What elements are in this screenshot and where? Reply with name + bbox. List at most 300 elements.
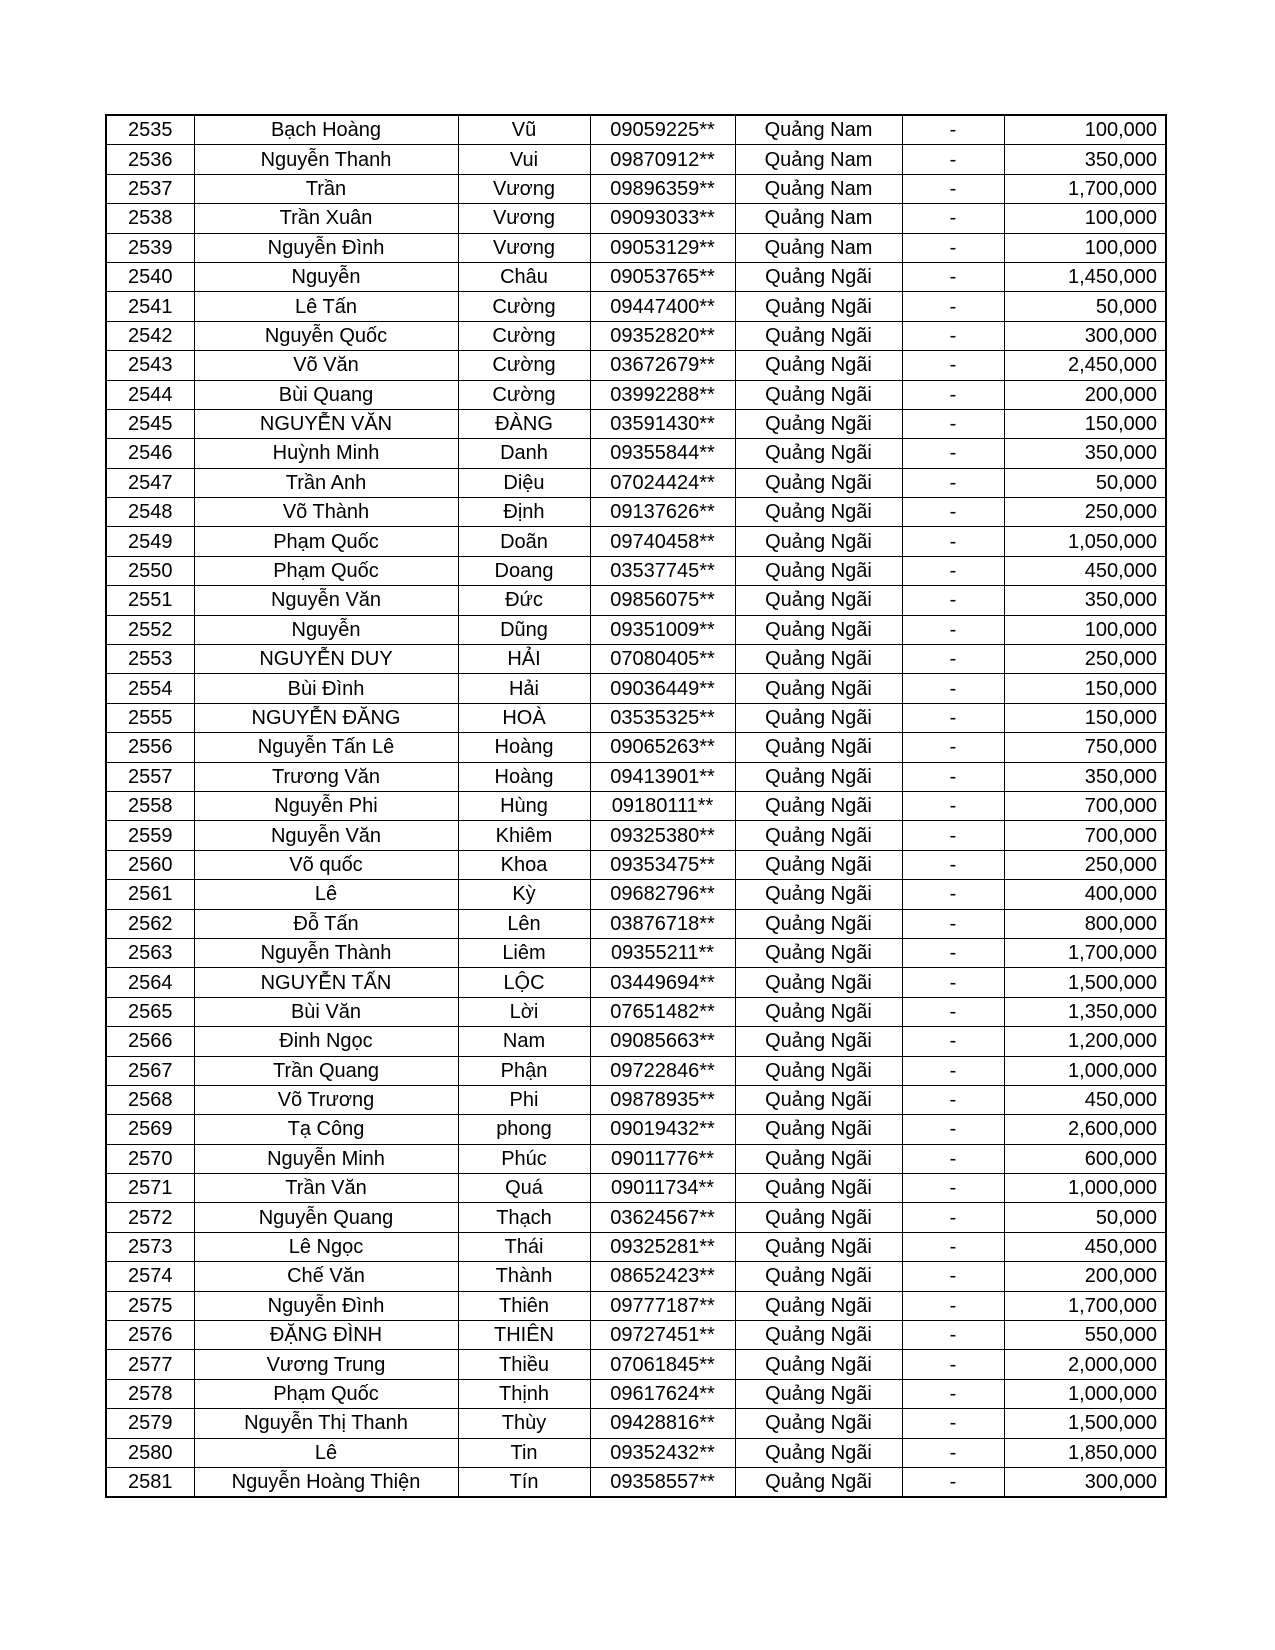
province: Quảng Ngãi <box>735 909 902 938</box>
given-name: Doang <box>458 556 590 585</box>
given-name: Diệu <box>458 468 590 497</box>
province: Quảng Ngãi <box>735 615 902 644</box>
row-number: 2541 <box>106 292 194 321</box>
row-number: 2564 <box>106 968 194 997</box>
row-number: 2570 <box>106 1144 194 1173</box>
family-middle-name: NGUYỄN VĂN <box>194 409 458 438</box>
row-number: 2557 <box>106 762 194 791</box>
amount: 200,000 <box>1004 380 1166 409</box>
province: Quảng Ngãi <box>735 791 902 820</box>
province: Quảng Ngãi <box>735 1085 902 1114</box>
dash-cell: - <box>902 968 1004 997</box>
phone-number: 09351009** <box>590 615 735 644</box>
phone-number: 09325281** <box>590 1232 735 1261</box>
table-row <box>106 674 1166 703</box>
dash-cell: - <box>902 938 1004 967</box>
province: Quảng Nam <box>735 145 902 174</box>
dash-cell: - <box>902 439 1004 468</box>
phone-number: 09428816** <box>590 1409 735 1438</box>
province: Quảng Ngãi <box>735 880 902 909</box>
dash-cell: - <box>902 1056 1004 1085</box>
phone-number: 09355844** <box>590 439 735 468</box>
row-number: 2562 <box>106 909 194 938</box>
row-number: 2567 <box>106 1056 194 1085</box>
family-middle-name: Huỳnh Minh <box>194 439 458 468</box>
table-row <box>106 1203 1166 1232</box>
table-row <box>106 262 1166 291</box>
province: Quảng Ngãi <box>735 762 902 791</box>
amount: 2,600,000 <box>1004 1115 1166 1144</box>
row-number: 2561 <box>106 880 194 909</box>
table-row <box>106 321 1166 350</box>
dash-cell: - <box>902 351 1004 380</box>
table-row <box>106 409 1166 438</box>
family-middle-name: Trần Xuân <box>194 204 458 233</box>
dash-cell: - <box>902 733 1004 762</box>
row-number: 2571 <box>106 1174 194 1203</box>
province: Quảng Ngãi <box>735 938 902 967</box>
phone-number: 09085663** <box>590 1027 735 1056</box>
amount: 1,350,000 <box>1004 997 1166 1026</box>
amount: 1,700,000 <box>1004 1291 1166 1320</box>
amount: 50,000 <box>1004 1203 1166 1232</box>
row-number: 2555 <box>106 703 194 732</box>
family-middle-name: Trần Quang <box>194 1056 458 1085</box>
province: Quảng Nam <box>735 233 902 262</box>
province: Quảng Ngãi <box>735 1144 902 1173</box>
family-middle-name: Phạm Quốc <box>194 527 458 556</box>
phone-number: 09325380** <box>590 821 735 850</box>
amount: 2,000,000 <box>1004 1350 1166 1379</box>
amount: 350,000 <box>1004 586 1166 615</box>
given-name: Thịnh <box>458 1379 590 1408</box>
amount: 50,000 <box>1004 468 1166 497</box>
row-number: 2569 <box>106 1115 194 1144</box>
family-middle-name: Nguyễn Đình <box>194 1291 458 1320</box>
amount: 1,700,000 <box>1004 174 1166 203</box>
row-number: 2565 <box>106 997 194 1026</box>
row-number: 2535 <box>106 115 194 145</box>
amount: 100,000 <box>1004 204 1166 233</box>
given-name: Hùng <box>458 791 590 820</box>
given-name: Vương <box>458 204 590 233</box>
given-name: Thạch <box>458 1203 590 1232</box>
row-number: 2581 <box>106 1467 194 1497</box>
phone-number: 09727451** <box>590 1321 735 1350</box>
table-row <box>106 586 1166 615</box>
family-middle-name: Bùi Quang <box>194 380 458 409</box>
table-row <box>106 204 1166 233</box>
given-name: Vui <box>458 145 590 174</box>
amount: 100,000 <box>1004 615 1166 644</box>
amount: 700,000 <box>1004 821 1166 850</box>
table-row <box>106 615 1166 644</box>
dash-cell: - <box>902 292 1004 321</box>
amount: 450,000 <box>1004 556 1166 585</box>
dash-cell: - <box>902 1115 1004 1144</box>
dash-cell: - <box>902 880 1004 909</box>
given-name: Liêm <box>458 938 590 967</box>
given-name: Phúc <box>458 1144 590 1173</box>
given-name: Cường <box>458 380 590 409</box>
dash-cell: - <box>902 1262 1004 1291</box>
table-row <box>106 556 1166 585</box>
given-name: Đức <box>458 586 590 615</box>
province: Quảng Ngãi <box>735 1203 902 1232</box>
phone-number: 09682796** <box>590 880 735 909</box>
province: Quảng Ngãi <box>735 468 902 497</box>
province: Quảng Ngãi <box>735 1467 902 1497</box>
phone-number: 09856075** <box>590 586 735 615</box>
province: Quảng Ngãi <box>735 1409 902 1438</box>
table-row <box>106 1085 1166 1114</box>
dash-cell: - <box>902 1438 1004 1467</box>
dash-cell: - <box>902 821 1004 850</box>
family-middle-name: Lê <box>194 880 458 909</box>
family-middle-name: Nguyễn <box>194 262 458 291</box>
row-number: 2575 <box>106 1291 194 1320</box>
row-number: 2558 <box>106 791 194 820</box>
table-row <box>106 351 1166 380</box>
province: Quảng Nam <box>735 115 902 145</box>
province: Quảng Ngãi <box>735 703 902 732</box>
phone-number: 09137626** <box>590 498 735 527</box>
family-middle-name: Võ Thành <box>194 498 458 527</box>
dash-cell: - <box>902 1085 1004 1114</box>
given-name: Thành <box>458 1262 590 1291</box>
amount: 1,500,000 <box>1004 968 1166 997</box>
dash-cell: - <box>902 1350 1004 1379</box>
table-row <box>106 850 1166 879</box>
row-number: 2574 <box>106 1262 194 1291</box>
given-name: Lên <box>458 909 590 938</box>
dash-cell: - <box>902 1321 1004 1350</box>
phone-number: 03449694** <box>590 968 735 997</box>
table-row <box>106 821 1166 850</box>
dash-cell: - <box>902 674 1004 703</box>
table-row <box>106 997 1166 1026</box>
table-row <box>106 468 1166 497</box>
family-middle-name: Nguyễn Quang <box>194 1203 458 1232</box>
phone-number: 09352820** <box>590 321 735 350</box>
row-number: 2551 <box>106 586 194 615</box>
province: Quảng Ngãi <box>735 556 902 585</box>
table-body <box>106 115 1166 1497</box>
table-row <box>106 439 1166 468</box>
dash-cell: - <box>902 262 1004 291</box>
given-name: Dũng <box>458 615 590 644</box>
row-number: 2538 <box>106 204 194 233</box>
amount: 700,000 <box>1004 791 1166 820</box>
table-row <box>106 1144 1166 1173</box>
province: Quảng Ngãi <box>735 262 902 291</box>
given-name: Nam <box>458 1027 590 1056</box>
table-row <box>106 233 1166 262</box>
dash-cell: - <box>902 615 1004 644</box>
amount: 150,000 <box>1004 674 1166 703</box>
row-number: 2576 <box>106 1321 194 1350</box>
family-middle-name: Phạm Quốc <box>194 1379 458 1408</box>
given-name: Vương <box>458 233 590 262</box>
given-name: LỘC <box>458 968 590 997</box>
phone-number: 03672679** <box>590 351 735 380</box>
table-row <box>106 791 1166 820</box>
dash-cell: - <box>902 498 1004 527</box>
amount: 1,450,000 <box>1004 262 1166 291</box>
given-name: Hoàng <box>458 762 590 791</box>
amount: 150,000 <box>1004 703 1166 732</box>
family-middle-name: Chế Văn <box>194 1262 458 1291</box>
dash-cell: - <box>902 997 1004 1026</box>
phone-number: 09358557** <box>590 1467 735 1497</box>
family-middle-name: Trần Anh <box>194 468 458 497</box>
dash-cell: - <box>902 468 1004 497</box>
province: Quảng Ngãi <box>735 1232 902 1261</box>
given-name: phong <box>458 1115 590 1144</box>
dash-cell: - <box>902 556 1004 585</box>
given-name: Phận <box>458 1056 590 1085</box>
table-row <box>106 1174 1166 1203</box>
table-row <box>106 1262 1166 1291</box>
dash-cell: - <box>902 115 1004 145</box>
province: Quảng Ngãi <box>735 351 902 380</box>
province: Quảng Ngãi <box>735 1027 902 1056</box>
phone-number: 09740458** <box>590 527 735 556</box>
donor-table <box>105 114 1167 1498</box>
family-middle-name: Phạm Quốc <box>194 556 458 585</box>
province: Quảng Ngãi <box>735 1056 902 1085</box>
amount: 1,500,000 <box>1004 1409 1166 1438</box>
family-middle-name: Bùi Đình <box>194 674 458 703</box>
phone-number: 03591430** <box>590 409 735 438</box>
phone-number: 03876718** <box>590 909 735 938</box>
dash-cell: - <box>902 1174 1004 1203</box>
row-number: 2536 <box>106 145 194 174</box>
given-name: Vương <box>458 174 590 203</box>
phone-number: 09093033** <box>590 204 735 233</box>
family-middle-name: Nguyễn Văn <box>194 821 458 850</box>
dash-cell: - <box>902 233 1004 262</box>
table-row <box>106 174 1166 203</box>
row-number: 2566 <box>106 1027 194 1056</box>
row-number: 2568 <box>106 1085 194 1114</box>
phone-number: 07061845** <box>590 1350 735 1379</box>
amount: 250,000 <box>1004 498 1166 527</box>
province: Quảng Ngãi <box>735 1262 902 1291</box>
table-row <box>106 527 1166 556</box>
amount: 200,000 <box>1004 1262 1166 1291</box>
amount: 100,000 <box>1004 115 1166 145</box>
given-name: Cường <box>458 351 590 380</box>
dash-cell: - <box>902 791 1004 820</box>
family-middle-name: Nguyễn Thành <box>194 938 458 967</box>
province: Quảng Ngãi <box>735 1174 902 1203</box>
dash-cell: - <box>902 1203 1004 1232</box>
table-row <box>106 1379 1166 1408</box>
given-name: Khoa <box>458 850 590 879</box>
row-number: 2547 <box>106 468 194 497</box>
phone-number: 09870912** <box>590 145 735 174</box>
family-middle-name: Lê Tấn <box>194 292 458 321</box>
province: Quảng Ngãi <box>735 498 902 527</box>
given-name: Châu <box>458 262 590 291</box>
family-middle-name: Trần Văn <box>194 1174 458 1203</box>
province: Quảng Ngãi <box>735 1350 902 1379</box>
province: Quảng Nam <box>735 174 902 203</box>
given-name: Doãn <box>458 527 590 556</box>
phone-number: 08652423** <box>590 1262 735 1291</box>
province: Quảng Ngãi <box>735 733 902 762</box>
table-row <box>106 762 1166 791</box>
table-row <box>106 880 1166 909</box>
amount: 50,000 <box>1004 292 1166 321</box>
amount: 1,850,000 <box>1004 1438 1166 1467</box>
phone-number: 09777187** <box>590 1291 735 1320</box>
given-name: Tín <box>458 1467 590 1497</box>
table-row <box>106 1467 1166 1497</box>
row-number: 2552 <box>106 615 194 644</box>
phone-number: 09413901** <box>590 762 735 791</box>
dash-cell: - <box>902 762 1004 791</box>
amount: 2,450,000 <box>1004 351 1166 380</box>
given-name: Khiêm <box>458 821 590 850</box>
dash-cell: - <box>902 380 1004 409</box>
province: Quảng Ngãi <box>735 1438 902 1467</box>
amount: 600,000 <box>1004 1144 1166 1173</box>
row-number: 2549 <box>106 527 194 556</box>
family-middle-name: Nguyễn Hoàng Thiện <box>194 1467 458 1497</box>
table-row <box>106 703 1166 732</box>
row-number: 2546 <box>106 439 194 468</box>
table-row <box>106 380 1166 409</box>
table-row <box>106 1232 1166 1261</box>
row-number: 2578 <box>106 1379 194 1408</box>
row-number: 2572 <box>106 1203 194 1232</box>
family-middle-name: Trương Văn <box>194 762 458 791</box>
province: Quảng Ngãi <box>735 321 902 350</box>
province: Quảng Ngãi <box>735 1291 902 1320</box>
row-number: 2559 <box>106 821 194 850</box>
table-row <box>106 1027 1166 1056</box>
phone-number: 07651482** <box>590 997 735 1026</box>
row-number: 2539 <box>106 233 194 262</box>
family-middle-name: Nguyễn Quốc <box>194 321 458 350</box>
dash-cell: - <box>902 1379 1004 1408</box>
table-row <box>106 292 1166 321</box>
row-number: 2548 <box>106 498 194 527</box>
given-name: Thiên <box>458 1291 590 1320</box>
province: Quảng Ngãi <box>735 380 902 409</box>
phone-number: 09722846** <box>590 1056 735 1085</box>
family-middle-name: Nguyễn Đình <box>194 233 458 262</box>
province: Quảng Ngãi <box>735 586 902 615</box>
family-middle-name: Tạ Công <box>194 1115 458 1144</box>
amount: 350,000 <box>1004 145 1166 174</box>
amount: 250,000 <box>1004 850 1166 879</box>
province: Quảng Ngãi <box>735 997 902 1026</box>
table-row <box>106 1056 1166 1085</box>
family-middle-name: Võ quốc <box>194 850 458 879</box>
amount: 300,000 <box>1004 321 1166 350</box>
dash-cell: - <box>902 645 1004 674</box>
amount: 450,000 <box>1004 1085 1166 1114</box>
amount: 1,000,000 <box>1004 1056 1166 1085</box>
row-number: 2550 <box>106 556 194 585</box>
phone-number: 09896359** <box>590 174 735 203</box>
amount: 1,050,000 <box>1004 527 1166 556</box>
dash-cell: - <box>902 409 1004 438</box>
amount: 350,000 <box>1004 762 1166 791</box>
family-middle-name: Võ Trương <box>194 1085 458 1114</box>
province: Quảng Ngãi <box>735 409 902 438</box>
given-name: Cường <box>458 292 590 321</box>
dash-cell: - <box>902 1409 1004 1438</box>
table-row <box>106 115 1166 145</box>
row-number: 2563 <box>106 938 194 967</box>
row-number: 2554 <box>106 674 194 703</box>
given-name: Hải <box>458 674 590 703</box>
given-name: Danh <box>458 439 590 468</box>
phone-number: 07080405** <box>590 645 735 674</box>
amount: 300,000 <box>1004 1467 1166 1497</box>
given-name: Lời <box>458 997 590 1026</box>
given-name: Kỳ <box>458 880 590 909</box>
row-number: 2577 <box>106 1350 194 1379</box>
province: Quảng Ngãi <box>735 439 902 468</box>
row-number: 2542 <box>106 321 194 350</box>
province: Quảng Nam <box>735 204 902 233</box>
phone-number: 09447400** <box>590 292 735 321</box>
phone-number: 03537745** <box>590 556 735 585</box>
table-row <box>106 1291 1166 1320</box>
family-middle-name: NGUYỄN ĐĂNG <box>194 703 458 732</box>
family-middle-name: Bạch Hoàng <box>194 115 458 145</box>
phone-number: 03992288** <box>590 380 735 409</box>
table-row <box>106 938 1166 967</box>
province: Quảng Ngãi <box>735 1379 902 1408</box>
phone-number: 09011734** <box>590 1174 735 1203</box>
family-middle-name: Nguyễn Thị Thanh <box>194 1409 458 1438</box>
dash-cell: - <box>902 321 1004 350</box>
dash-cell: - <box>902 1291 1004 1320</box>
given-name: HẢI <box>458 645 590 674</box>
amount: 800,000 <box>1004 909 1166 938</box>
phone-number: 09878935** <box>590 1085 735 1114</box>
phone-number: 09053765** <box>590 262 735 291</box>
family-middle-name: Nguyễn Tấn Lê <box>194 733 458 762</box>
province: Quảng Ngãi <box>735 292 902 321</box>
amount: 1,700,000 <box>1004 938 1166 967</box>
table-row <box>106 1409 1166 1438</box>
row-number: 2556 <box>106 733 194 762</box>
family-middle-name: Nguyễn Phi <box>194 791 458 820</box>
family-middle-name: Trần <box>194 174 458 203</box>
family-middle-name: Lê Ngọc <box>194 1232 458 1261</box>
table-row <box>106 498 1166 527</box>
given-name: Thùy <box>458 1409 590 1438</box>
given-name: Định <box>458 498 590 527</box>
amount: 350,000 <box>1004 439 1166 468</box>
phone-number: 09036449** <box>590 674 735 703</box>
family-middle-name: Bùi Văn <box>194 997 458 1026</box>
dash-cell: - <box>902 1232 1004 1261</box>
dash-cell: - <box>902 145 1004 174</box>
family-middle-name: Đinh Ngọc <box>194 1027 458 1056</box>
province: Quảng Ngãi <box>735 1321 902 1350</box>
dash-cell: - <box>902 703 1004 732</box>
phone-number: 09019432** <box>590 1115 735 1144</box>
row-number: 2543 <box>106 351 194 380</box>
